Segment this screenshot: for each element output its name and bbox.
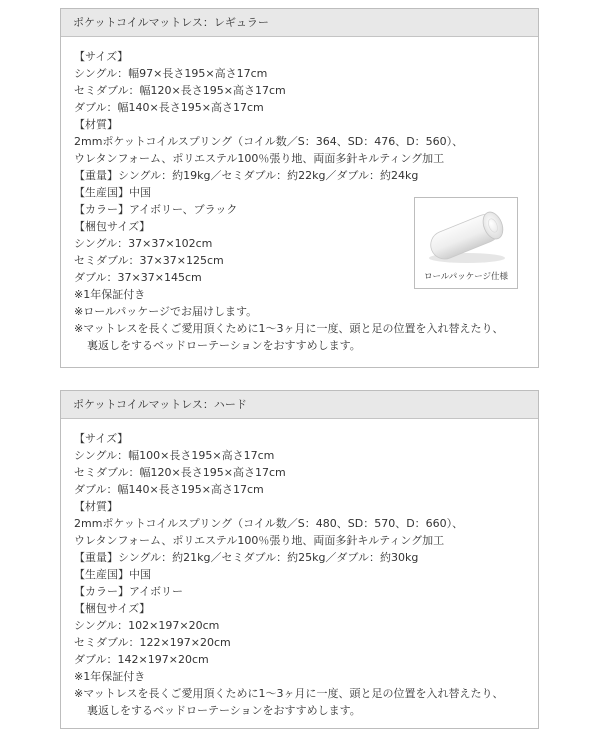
spec-line: 【生産国】中国 [74, 568, 151, 581]
spec-line: ウレタンフォーム、ポリエステル100％張り地、両面多針キルティング加工 [74, 534, 445, 547]
roll-package-figure [414, 197, 518, 289]
spec-line: シングル：37×37×102cm [74, 237, 213, 250]
spec-line: 【重量】シングル：約19kg／セミダブル：約22kg／ダブル：約24kg [74, 169, 419, 182]
spec-box-regular [60, 8, 539, 368]
spec-line: ダブル：幅140×長さ195×高さ17cm [74, 483, 264, 496]
spec-line: セミダブル：37×37×125cm [74, 254, 224, 267]
spec-line: セミダブル：122×197×20cm [74, 636, 231, 649]
spec-title-hard: ポケットコイルマットレス：ハード [61, 391, 538, 419]
spec-line: ※ロールパッケージでお届けします。 [74, 305, 258, 318]
spec-line: 【重量】シングル：約21kg／セミダブル：約25kg／ダブル：約30kg [74, 551, 419, 564]
spec-line: 裏返しをするベッドローテーションをおすすめします。 [87, 704, 361, 717]
spec-line: ※1年保証付き [74, 670, 146, 683]
spec-title-regular: ポケットコイルマットレス：レギュラー [61, 9, 538, 37]
spec-body-hard [61, 419, 538, 719]
spec-line: ※マットレスを長くご愛用頂くために1～3ヶ月に一度、頭と足の位置を入れ替えたり、 [74, 322, 504, 335]
spec-line: 【梱包サイズ】 [74, 602, 151, 615]
spec-line: セミダブル：幅120×長さ195×高さ17cm [74, 466, 286, 479]
spec-line: ※マットレスを長くご愛用頂くために1～3ヶ月に一度、頭と足の位置を入れ替えたり、 [74, 687, 504, 700]
spec-line: 【サイズ】 [74, 50, 129, 63]
spec-line: 【生産国】中国 [74, 186, 151, 199]
roll-package-caption: ロールパッケージ仕様 [423, 272, 509, 282]
spec-line: 裏返しをするベッドローテーションをおすすめします。 [87, 339, 361, 352]
spec-line: ダブル：142×197×20cm [74, 653, 209, 666]
spec-line: 2mmポケットコイルスプリング（コイル数／S：480、SD：570、D：660）、 [74, 517, 464, 530]
spec-body-regular [61, 37, 538, 354]
spec-line: 【材質】 [74, 500, 118, 513]
spec-line: シングル：102×197×20cm [74, 619, 220, 632]
spec-line: ダブル：37×37×145cm [74, 271, 202, 284]
spec-line: ダブル：幅140×長さ195×高さ17cm [74, 101, 264, 114]
spec-line: 【サイズ】 [74, 432, 129, 445]
spec-line: シングル：幅97×長さ195×高さ17cm [74, 67, 268, 80]
spec-line: 2mmポケットコイルスプリング（コイル数／S：364、SD：476、D：560）、 [74, 135, 464, 148]
spec-line: ※1年保証付き [74, 288, 146, 301]
spec-line: 【梱包サイズ】 [74, 220, 151, 233]
spec-line: セミダブル：幅120×長さ195×高さ17cm [74, 84, 286, 97]
spec-line: 【材質】 [74, 118, 118, 131]
spec-line: ウレタンフォーム、ポリエステル100％張り地、両面多針キルティング加工 [74, 152, 445, 165]
spec-line: シングル：幅100×長さ195×高さ17cm [74, 449, 275, 462]
spec-box-hard [60, 390, 539, 729]
spec-line: 【カラー】アイボリー、ブラック [74, 203, 238, 216]
spec-line: 【カラー】アイボリー [74, 585, 184, 598]
